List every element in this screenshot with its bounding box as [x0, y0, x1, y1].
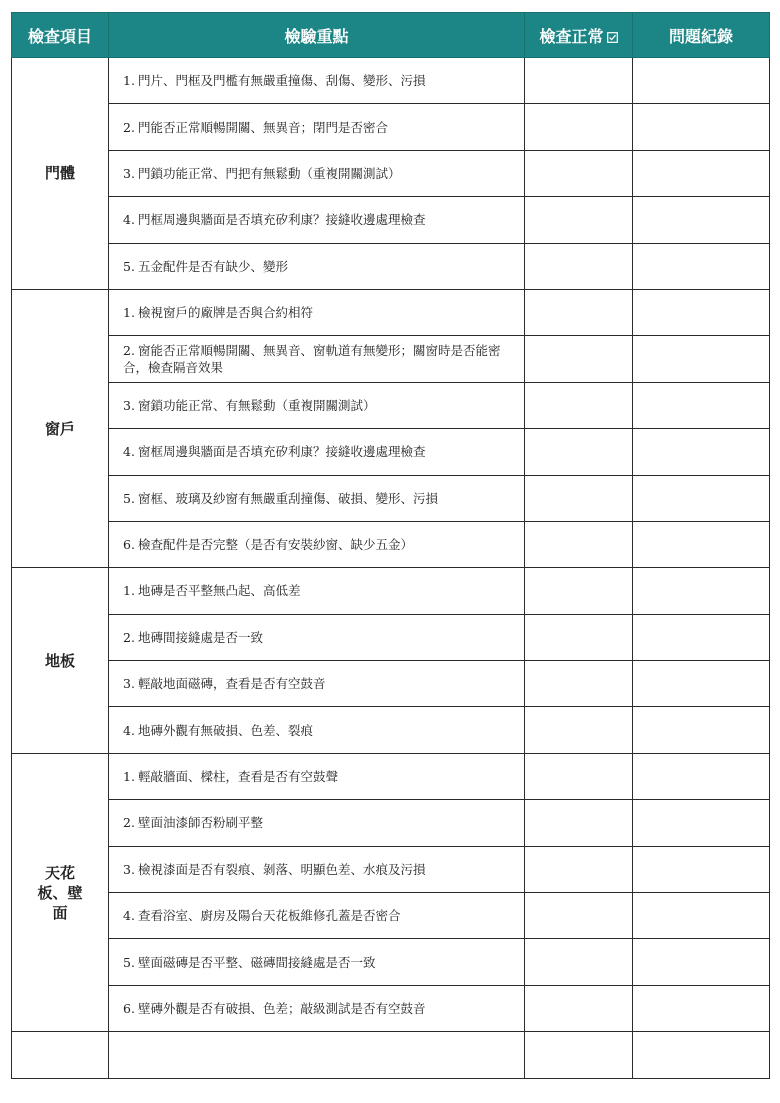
- check-item: [109, 521, 525, 567]
- check-item: [109, 150, 525, 196]
- item-number: 4.: [123, 722, 135, 738]
- check-normal-cell[interactable]: [525, 243, 633, 289]
- table-row: [12, 846, 770, 892]
- item-text: 窗鎖功能正常、有無鬆動（重複開關測試）: [137, 397, 376, 413]
- check-item: [109, 104, 525, 150]
- table-row: [12, 661, 770, 707]
- item-number: 4.: [123, 908, 135, 924]
- check-normal-cell[interactable]: [525, 521, 633, 567]
- issue-record-cell[interactable]: [633, 197, 770, 243]
- check-normal-cell[interactable]: [525, 753, 633, 799]
- check-item: [109, 336, 525, 382]
- item-number: 1.: [123, 73, 135, 89]
- checkbox-checked-icon: [607, 32, 618, 43]
- category-label: 門體: [44, 164, 75, 183]
- item-text: 輕敲地面磁磚，查看是否有空鼓音: [137, 676, 326, 692]
- issue-record-cell[interactable]: [633, 382, 770, 428]
- table-row: [12, 150, 770, 196]
- table-row: [12, 382, 770, 428]
- item-text: 窗能否正常順暢開關、無異音、窗軌道有無變形；關窗時是否能密合，檢查隔音效果: [123, 343, 501, 376]
- issue-record-cell[interactable]: [633, 150, 770, 196]
- check-normal-cell[interactable]: [525, 939, 633, 985]
- check-item: [109, 985, 525, 1031]
- item-number: 5.: [123, 954, 135, 970]
- item-number: 1.: [123, 583, 135, 599]
- check-item: [109, 289, 525, 335]
- header-check-normal: [525, 13, 633, 58]
- item-number: 6.: [123, 537, 135, 553]
- issue-record-cell[interactable]: [633, 475, 770, 521]
- check-item: [109, 568, 525, 614]
- item-number: 2.: [123, 119, 135, 135]
- item-number: 2.: [123, 343, 135, 359]
- table-row: [12, 197, 770, 243]
- item-text: 輕敲牆面、樑柱，查看是否有空鼓聲: [137, 769, 338, 785]
- check-item: [109, 893, 525, 939]
- check-item: [109, 939, 525, 985]
- header-check-label: 檢查正常: [539, 26, 604, 46]
- table-row: [12, 800, 770, 846]
- check-normal-cell[interactable]: [525, 985, 633, 1031]
- item-text: 門框周邊與牆面是否填充矽利康？接縫收邊處理檢查: [137, 212, 426, 228]
- check-item: [109, 707, 525, 753]
- item-number: 3.: [123, 397, 135, 413]
- table-row: [12, 753, 770, 799]
- item-text: 檢視漆面是否有裂痕、剝落、明顯色差、水痕及污損: [137, 861, 426, 877]
- issue-record-cell[interactable]: [633, 800, 770, 846]
- table-row: [12, 243, 770, 289]
- check-normal-cell[interactable]: [525, 58, 633, 104]
- table-row: [12, 893, 770, 939]
- category-window: [12, 289, 109, 567]
- item-text: 查看浴室、廚房及陽台天花板維修孔蓋是否密合: [137, 908, 401, 924]
- check-normal-cell[interactable]: [525, 800, 633, 846]
- issue-record-cell[interactable]: [633, 846, 770, 892]
- item-number: 2.: [123, 629, 135, 645]
- issue-record-cell[interactable]: [633, 707, 770, 753]
- check-item: [109, 614, 525, 660]
- empty-category-cell[interactable]: [12, 1032, 109, 1078]
- table-row: [12, 336, 770, 382]
- item-number: 4.: [123, 212, 135, 228]
- issue-record-cell[interactable]: [633, 939, 770, 985]
- issue-record-cell[interactable]: [633, 753, 770, 799]
- check-normal-cell[interactable]: [525, 150, 633, 196]
- table-row: [12, 104, 770, 150]
- item-text: 窗框、玻璃及紗窗有無嚴重刮撞傷、破損、變形、污損: [137, 490, 438, 506]
- issue-record-cell[interactable]: [633, 985, 770, 1031]
- item-number: 3.: [123, 861, 135, 877]
- header-issue-record: 問題紀錄: [633, 13, 770, 58]
- table-row: [12, 939, 770, 985]
- check-item: [109, 382, 525, 428]
- check-normal-cell[interactable]: [525, 614, 633, 660]
- issue-record-cell[interactable]: [633, 104, 770, 150]
- check-normal-cell[interactable]: [525, 382, 633, 428]
- issue-record-cell[interactable]: [633, 614, 770, 660]
- check-normal-cell[interactable]: [525, 475, 633, 521]
- check-normal-cell[interactable]: [525, 707, 633, 753]
- empty-item-cell[interactable]: [109, 1032, 525, 1078]
- issue-record-cell[interactable]: [633, 429, 770, 475]
- table-row: [12, 58, 770, 104]
- item-text: 窗框周邊與牆面是否填充矽利康？接縫收邊處理檢查: [137, 444, 426, 460]
- check-normal-cell[interactable]: [525, 289, 633, 335]
- header-category: 檢查項目: [12, 13, 109, 58]
- table-row: [12, 521, 770, 567]
- item-number: 3.: [123, 676, 135, 692]
- category-ceiling-wall: [12, 753, 109, 1031]
- issue-record-cell[interactable]: [633, 243, 770, 289]
- empty-row: [12, 1032, 770, 1078]
- table-row: [12, 568, 770, 614]
- table-row: [12, 429, 770, 475]
- issue-record-cell[interactable]: [633, 893, 770, 939]
- item-text: 地磚間接縫處是否一致: [137, 629, 263, 645]
- check-normal-cell[interactable]: [525, 197, 633, 243]
- check-normal-cell[interactable]: [525, 104, 633, 150]
- check-item: [109, 429, 525, 475]
- issue-record-cell[interactable]: [633, 336, 770, 382]
- check-item: [109, 58, 525, 104]
- item-number: 5.: [123, 258, 135, 274]
- category-label: 地板: [44, 651, 75, 670]
- header-row: [12, 13, 770, 58]
- table-body: [12, 58, 770, 1079]
- header-inspection-focus: 檢驗重點: [109, 13, 525, 58]
- table-row: [12, 985, 770, 1031]
- table-header: [12, 13, 770, 58]
- item-text: 門片、門框及門檻有無嚴重撞傷、刮傷、變形、污損: [137, 73, 426, 89]
- item-number: 4.: [123, 444, 135, 460]
- check-item: [109, 197, 525, 243]
- issue-record-cell[interactable]: [633, 568, 770, 614]
- check-item: [109, 846, 525, 892]
- table-row: [12, 614, 770, 660]
- item-text: 檢視窗戶的廠牌是否與合約相符: [137, 305, 313, 321]
- table-row: [12, 475, 770, 521]
- category-door: [12, 58, 109, 290]
- check-item: [109, 243, 525, 289]
- issue-record-cell[interactable]: [633, 58, 770, 104]
- check-normal-cell[interactable]: [525, 429, 633, 475]
- item-number: 3.: [123, 165, 135, 181]
- check-normal-cell[interactable]: [525, 568, 633, 614]
- check-item: [109, 475, 525, 521]
- item-number: 5.: [123, 490, 135, 506]
- check-normal-cell[interactable]: [525, 336, 633, 382]
- item-number: 1.: [123, 305, 135, 321]
- check-item: [109, 800, 525, 846]
- item-text: 五金配件是否有缺少、變形: [137, 258, 288, 274]
- item-number: 2.: [123, 815, 135, 831]
- table-row: [12, 707, 770, 753]
- item-text: 檢查配件是否完整（是否有安裝紗窗、缺少五金）: [137, 537, 413, 553]
- check-normal-cell[interactable]: [525, 846, 633, 892]
- check-item: [109, 661, 525, 707]
- item-text: 壁面磁磚是否平整、磁磚間接縫處是否一致: [137, 954, 376, 970]
- item-text: 壁面油漆師否粉刷平整: [137, 815, 263, 831]
- issue-record-cell[interactable]: [633, 661, 770, 707]
- table-row: [12, 289, 770, 335]
- item-number: 6.: [123, 1001, 135, 1016]
- issue-record-cell[interactable]: [633, 289, 770, 335]
- item-text: 地磚是否平整無凸起、高低差: [137, 583, 301, 599]
- item-text: 地磚外觀有無破損、色差、裂痕: [137, 722, 313, 738]
- inspection-checklist-table: [11, 12, 770, 1079]
- check-normal-cell[interactable]: [525, 1032, 633, 1078]
- item-text: 門鎖功能正常、門把有無鬆動（重複開關測試）: [137, 165, 401, 181]
- check-normal-cell[interactable]: [525, 893, 633, 939]
- issue-record-cell[interactable]: [633, 1032, 770, 1078]
- check-item: [109, 753, 525, 799]
- item-text: 壁磚外觀是否有破損、色差；敲級測試是否有空鼓音: [137, 1001, 426, 1016]
- category-label: 窗戶: [44, 419, 75, 438]
- item-text: 門能否正常順暢開關、無異音；閉門是否密合: [137, 119, 388, 135]
- category-label: 天花板、壁面: [37, 863, 83, 922]
- category-floor: [12, 568, 109, 754]
- item-number: 1.: [123, 769, 135, 785]
- issue-record-cell[interactable]: [633, 521, 770, 567]
- check-normal-cell[interactable]: [525, 661, 633, 707]
